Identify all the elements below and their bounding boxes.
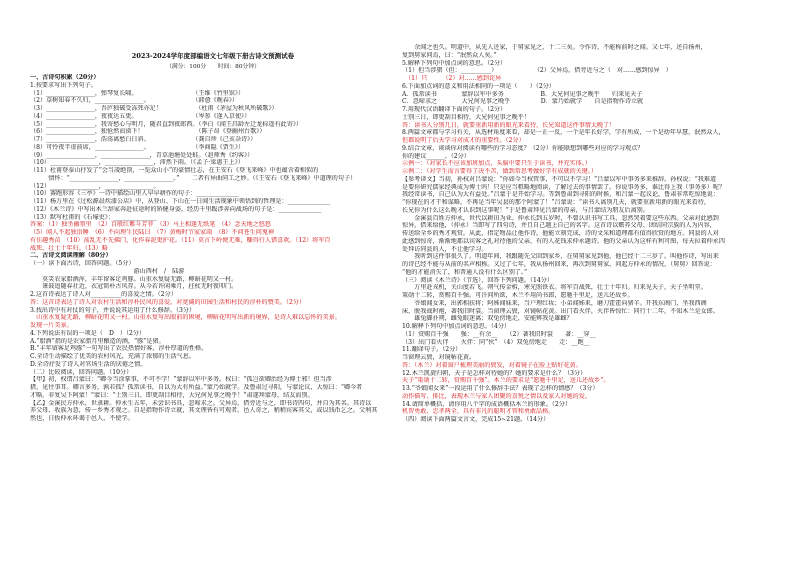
text-line: 8.两篇文章都与学习有关，从选材角度来看，却是一正一反，一个是年长好学，学有所成，一个是幼年早慧，泯然众人， [402, 129, 725, 137]
text-line: 12.木兰凯旋归朝，天子是怎样对待她的？她的要求是什么？（3分） [402, 369, 587, 377]
text-line: 余闻之也久。明道中，从先人还家，于舅家见之，十二三矣。令作诗，不能称前时之闻。又七年，还自扬州， [402, 44, 707, 51]
exam-subtitle: （满分：100分 时间：80分钟） [166, 64, 260, 70]
text-line: 一、古诗句积累（20分） [30, 74, 100, 81]
text-line: （12）《木兰诗》中写出木兰辞家奔赴征途时的矫健身姿，经历千里跋涉奔向战场的句子是：______________ [30, 205, 322, 213]
text-line: 传送给全乡的秀才观赏。从此，指定物品让他作诗，他能立刻完成，诗的文采和道理都有值得欣赏的地方。同县的人对 [402, 230, 719, 237]
text-line: （13）默写杜甫的《石壕吏》：______________ [30, 213, 157, 221]
text-line: B.“丰年留客足鸡豚”一句写出了农民热情好客、淳朴厚道的性格。 [30, 345, 208, 353]
text-line: 7.用现代汉语翻译下面的句子。（2分） [402, 106, 507, 113]
text-line: （10）赛跑形容《三亭》一诗中描绘山里人早早耕作的句子：______________ [30, 190, 239, 198]
text-line: （10）________________，________________，沛然下雨。（《孟子·梁惠王上》） [30, 159, 244, 167]
text-line: 示例二：（对学生而言要得了决不苦，做到常思考做好学有成就的关键。） [402, 168, 597, 175]
text-line: 床，脱我战时袍，著我旧时裳。当窗理云鬓，对镜帖花黄。出门看火伴，火伴皆惊忙：同行十二年，不知木兰是女郎。 [402, 307, 719, 315]
text-line: 养父母、收族为意，传一乡秀才观之。自是指物作诗立就，其文理皆有可观者。邑人奇之，稍稍宾客其父，或以钱币乞之。父利其 [30, 407, 378, 415]
text-line: 长兄你为什么这么晚才认识到这事呢！”于是鲁肃拜见吕蒙的母亲，与吕蒙结为朋友后离别。 [402, 206, 649, 214]
text-line: （4）________________，夜夜达五更。 （岑参《逢入京使》） [30, 112, 251, 120]
text-line: 才略，非复吴下阿蒙！”蒙曰：“士别三日，即更刮目相待，大兄何见事之晚乎！”肃遂拜蒙母，结友而别。 [30, 391, 314, 399]
text-line: 6.下面加点词的意义和用法相同的一项是（ ）（2分） [402, 82, 555, 90]
text-line: 情怀：“________________，________________。” 二者有异曲同工之妙。（《王安石《登飞来峰》中道理的句子） [30, 174, 357, 182]
text-line: （5）________________，我寄愁心与明月，随君直到夜郎西。（李白《闻王昌龄左迁龙标遥有此寄》） [30, 120, 302, 128]
text-line: 答案：（1）独坐幽篁里 （2）百般红紫斗芳菲 （3）马上相逢无纸笔 （4）念天地之悠悠 [30, 221, 271, 229]
text-line: （12）________________，________________。 [30, 182, 160, 190]
text-line: （三）阅读《木兰诗》（节选），回答下列问题。（14分） [402, 276, 553, 284]
left-column [30, 74, 396, 423]
text-line: 11.翻译句子。（2分） [402, 346, 462, 354]
text-line: A．孤常读书 蒙辞以军中多务 B．大兄何见事之晚乎 归来见天子 [402, 90, 643, 98]
text-line: 士别三日，即更刮目相待，大兄何见事之晚乎！ [402, 113, 530, 121]
text-line: 2.这首诗表达了诗人对__________的喜爱之情。（2分） [30, 291, 177, 298]
text-line: 动作描写、排比，表现木兰与家人团聚的喜悦之情以及家人对她的爱。 [402, 392, 591, 400]
text-line: 13.“爷娘闻女来”一段运用了什么修辞手法？表现了怎样的情感？（3分） [402, 385, 599, 392]
text-line: 你的建议______。（2分） [402, 152, 470, 160]
text-line: （8）可怜夜半虚前席，________________。 （李商隐《贾生》） [30, 143, 245, 151]
text-line: 但都说明了后天学习对成才的重要性。（2分） [402, 137, 525, 144]
text-line: （1）只 （2）对……感到诧异 [402, 75, 502, 82]
text-line: （3）________________，吾庐独破受冻死亦足！ （杜甫《茅屋为秋风所破歌》） [30, 105, 278, 112]
text-line: 游山西村 / 陆游 [30, 267, 185, 275]
text-line: 箫鼓追随春社近，衣冠简朴古风存。从今若许闲乘月，拄杖无时夜叩门。 [30, 283, 238, 291]
text-line: 当窗理云鬓，对镜帖花黄。 [402, 354, 476, 361]
text-line: “你现在的才干和谋略，不再是当年吴县的那个阿蒙了！”吕蒙说：“读书人离别几天，就要重新用新的眼光来看待， [402, 199, 710, 206]
text-line: 处拜访同县的人，不让他学习。 [402, 245, 488, 253]
text-line: 有佳趣秀苗 （10）荡乱无不先佛门，化作春泥更护花。（11）莫言下岭便无难，赚得行人错喜欢。（12）将军百 [30, 236, 331, 244]
text-line: （二）比较阅读，回答问题。（10分） [30, 368, 133, 376]
text-line: 3.找出诗中有对仗的句子，并说说其运用了什么修辞。（3分） [30, 306, 196, 314]
text-line: A.“腊酒”指的是农家腊月里酿造的酒，“豚”是猪。 [30, 337, 165, 345]
text-line: （1）但当涉猎（但：__________） （2）父异焉，借旁近与之（ 对……感到惊异 ） [402, 67, 672, 75]
text-line: 天子“策勋十二转，赏赐百千强”。木兰的要求是“愿驰千里足，送儿还故乡”。 [402, 377, 610, 385]
text-line: （一）读下面古诗，回答问题。（5分） [30, 260, 135, 267]
text-line: （11）杜甫登泰山抒发了“会当凌绝顶，一览众山小”的豪情壮志，在王安石《登飞来峰》中也蕴含着相似的 [30, 167, 319, 174]
text-line: 战死，壮士十年归。（13）略 [30, 244, 108, 252]
text-line: 【乙】金溪民方仲永，世隶耕。仲永生五年，未尝识书具，忽啼求之。父异焉，借旁近与之，即书诗四句，并自为其名。其诗以 [30, 399, 372, 407]
text-line: 猎，见往事耳。卿言多务，孰若孤？孤常读书，自以为大有所益。”蒙乃始就学。及鲁肃过寻阳，与蒙论议，大惊曰：“卿今者 [30, 384, 363, 391]
text-line: 1.按要求写出下列句子。 [30, 81, 97, 89]
text-line: 答：（木兰）对着窗户梳理美丽的鬓发，对着镜子在脸上贴好花黄。 [402, 361, 582, 369]
text-line: 我听到这件事很久了。明道年间，我跟随先父回到家乡，在舅舅家见到他，他已经十二三岁了。叫他作诗，写出来 [402, 253, 719, 261]
exam-title: 2023-2024学年度部编语文七年级下册古诗文预测试卷 [131, 52, 295, 60]
text-line: 万里赴戎机，关山度若飞。朔气传金柝，寒光照铁衣。将军百战死，壮士十年归。归来见天子，天子坐明堂。 [402, 284, 707, 292]
text-line: 此感到惊奇，渐渐地都以宾客之礼对待他的父亲，有的人花钱求仲永题诗。他的父亲认为这样有利可图，每天拉着仲永四 [402, 237, 725, 245]
text-line: C.全诗生动描绘了优美的农村风光，充满了浓郁的生活气息。 [30, 353, 195, 360]
text-line: （6）________________，独怆然而涕下！ （陈子昂《登幽州台歌》） [30, 128, 266, 136]
text-line: 发现一片美景。 [30, 322, 73, 329]
text-line: （2）草树知春不久归，________________。 （韩愈《晚春》） [30, 97, 239, 105]
text-line: 【甲】初，权谓吕蒙曰：“卿今当涂掌事，不可不学！”蒙辞以军中多务。权曰：“孤岂欲卿治经为博士邪！但当涉 [30, 376, 332, 384]
text-line: （3）出门看火伴 火伴：同“伙” （4）双兔傍地走 走：__跑__ [402, 338, 590, 346]
right-column [402, 44, 770, 424]
text-line: （11）杨万里在《过松源晨炊漆公店》中，从登山、下山在一日闻生活现象中领悟到的哲理是：______________ [30, 198, 331, 205]
text-line: 14.请简单概括，请你用八个字的成语概括木兰的形象。（2分） [402, 400, 571, 408]
text-line: 4.下列说法有误的一项是（ D ）（2分） [30, 329, 146, 337]
text-line: D.全诗抒发了诗人对官场生活的厌倦之情。 [30, 360, 147, 368]
text-line: 9.结合文章，谈谈你对阅读有哪些的学习态度？（2分）你能联想到哪些对应的学习观点？ [402, 144, 644, 152]
text-line: 是要你研究儒家经典成为博士吗！只是应当粗略地阅读，了解过去的事情罢了。你说事务多，谁比得上我（事务多）呢？ [402, 183, 725, 191]
text-line: 我经常读书，自己认为大有益处。”吕蒙于是开始学习。等到鲁肃到寻阳的时候，和吕蒙一起议论，鲁肃非常吃惊地说： [402, 191, 719, 199]
text-line: 10.解释下列句中加点词的意思。（4分） [402, 323, 511, 330]
text-line: （5）闻人不起独语睡 （6）不向理生民陆曰 （7）黄梅时节家家雨 （8）不问苍生问鬼神 [30, 229, 275, 236]
text-line: “他的才能消失了，和普通人没有什么区别了。” [402, 268, 528, 276]
text-line: 的诗已经不能与从前的名声相称。又过了七年，我从扬州回来，再次到舅舅家，问起方仲永的情况，（舅舅）回答说： [402, 261, 716, 268]
text-line: C．忽啼求之 大兄何见事之晚乎 D．蒙乃始就学 自是指物作诗立就 [402, 98, 644, 106]
text-line: （9）________________，________________，青草池塘处处蛙。（赵师秀《约客》） [30, 151, 254, 159]
text-line: （1）________________，弹琴复长啸。 （王维《竹里馆》） [30, 89, 245, 97]
text-line: 然也，日扳仲永环谒于邑人，不使学。 [30, 415, 134, 422]
text-line: （四）阅读下面两篇文言文，完成15~21题。（14分） [402, 416, 550, 423]
text-line: 爷娘闻女来，出郭相扶将；阿姊闻妹来，当户理红妆；小弟闻姊来，磨刀霍霍向猪羊。开我东阁门，坐我西阁 [402, 299, 707, 307]
text-line: 山重水复疑无路，柳暗花明又一村。山重水复写出眼前的困境，柳暗花明写出新的境界，是诗人难以忘怀的美景。 [30, 314, 341, 322]
text-line: 惊异，借来给他，（仲永）当即写了四句诗，并且自己题上自己的名字。这首诗以赡养父母、团结同宗族的人为内容， [402, 222, 716, 230]
text-line: 5.解释下列句中加点词的意思。（2分） [402, 59, 507, 67]
text-line: 策勋十二转，赏赐百千强。可汗问所欲，木兰不用尚书郎，愿驰千里足，送儿还故乡。 [402, 292, 634, 299]
text-line: 二、古诗文阅读理解（80分） [30, 252, 112, 260]
text-line: 答：读书人分别几日，就要重新用新的眼光来看待，长兄知道这件事情太晚了！ [402, 121, 616, 129]
text-line: 复到舅家问焉，曰：“泯然众人矣。” [402, 51, 497, 59]
text-line: 金溪县百姓方仲永，世代以耕田为业。仲永长到五岁时，不曾认识书写工具，忽然哭着要这些东西。父亲对此感到 [402, 214, 719, 222]
text-line: 示例一：（对家长不应该加班加点，头脑中要只生于读书，并充实体。） [402, 160, 591, 168]
text-line: 答：这首诗表达了诗人对农村生活和淳朴民风的喜爱。对宽阔的田园生活和村民的淳朴的赞美。（2分） [30, 298, 306, 306]
text-line: 【参考译文】当初，孙权对吕蒙说：“你如今当权管事，不可以不学习！”吕蒙以军中事务多来推辞。孙权说：“我难道 [402, 175, 717, 183]
text-line: 莫笑农家腊酒浑，丰年留客足鸡豚。山重水复疑无路，柳暗花明又一村。 [30, 275, 238, 283]
text-line: 机智勇敢、忠孝两全，具有非凡的聪明才智和勇敢品格。 [402, 408, 555, 416]
text-line: 雄兔脚扑朔，雌兔眼迷离；双兔傍地走，安能辨我是雄雌？ [402, 315, 573, 323]
text-line: （7）________________，浩荡离愁白日斜。 （龚自珍《己亥杂诗》） [30, 136, 257, 143]
text-line: （1）赏赐百千强 强：__有余__ （2）著我旧时裳 著：__穿__ [402, 330, 596, 338]
